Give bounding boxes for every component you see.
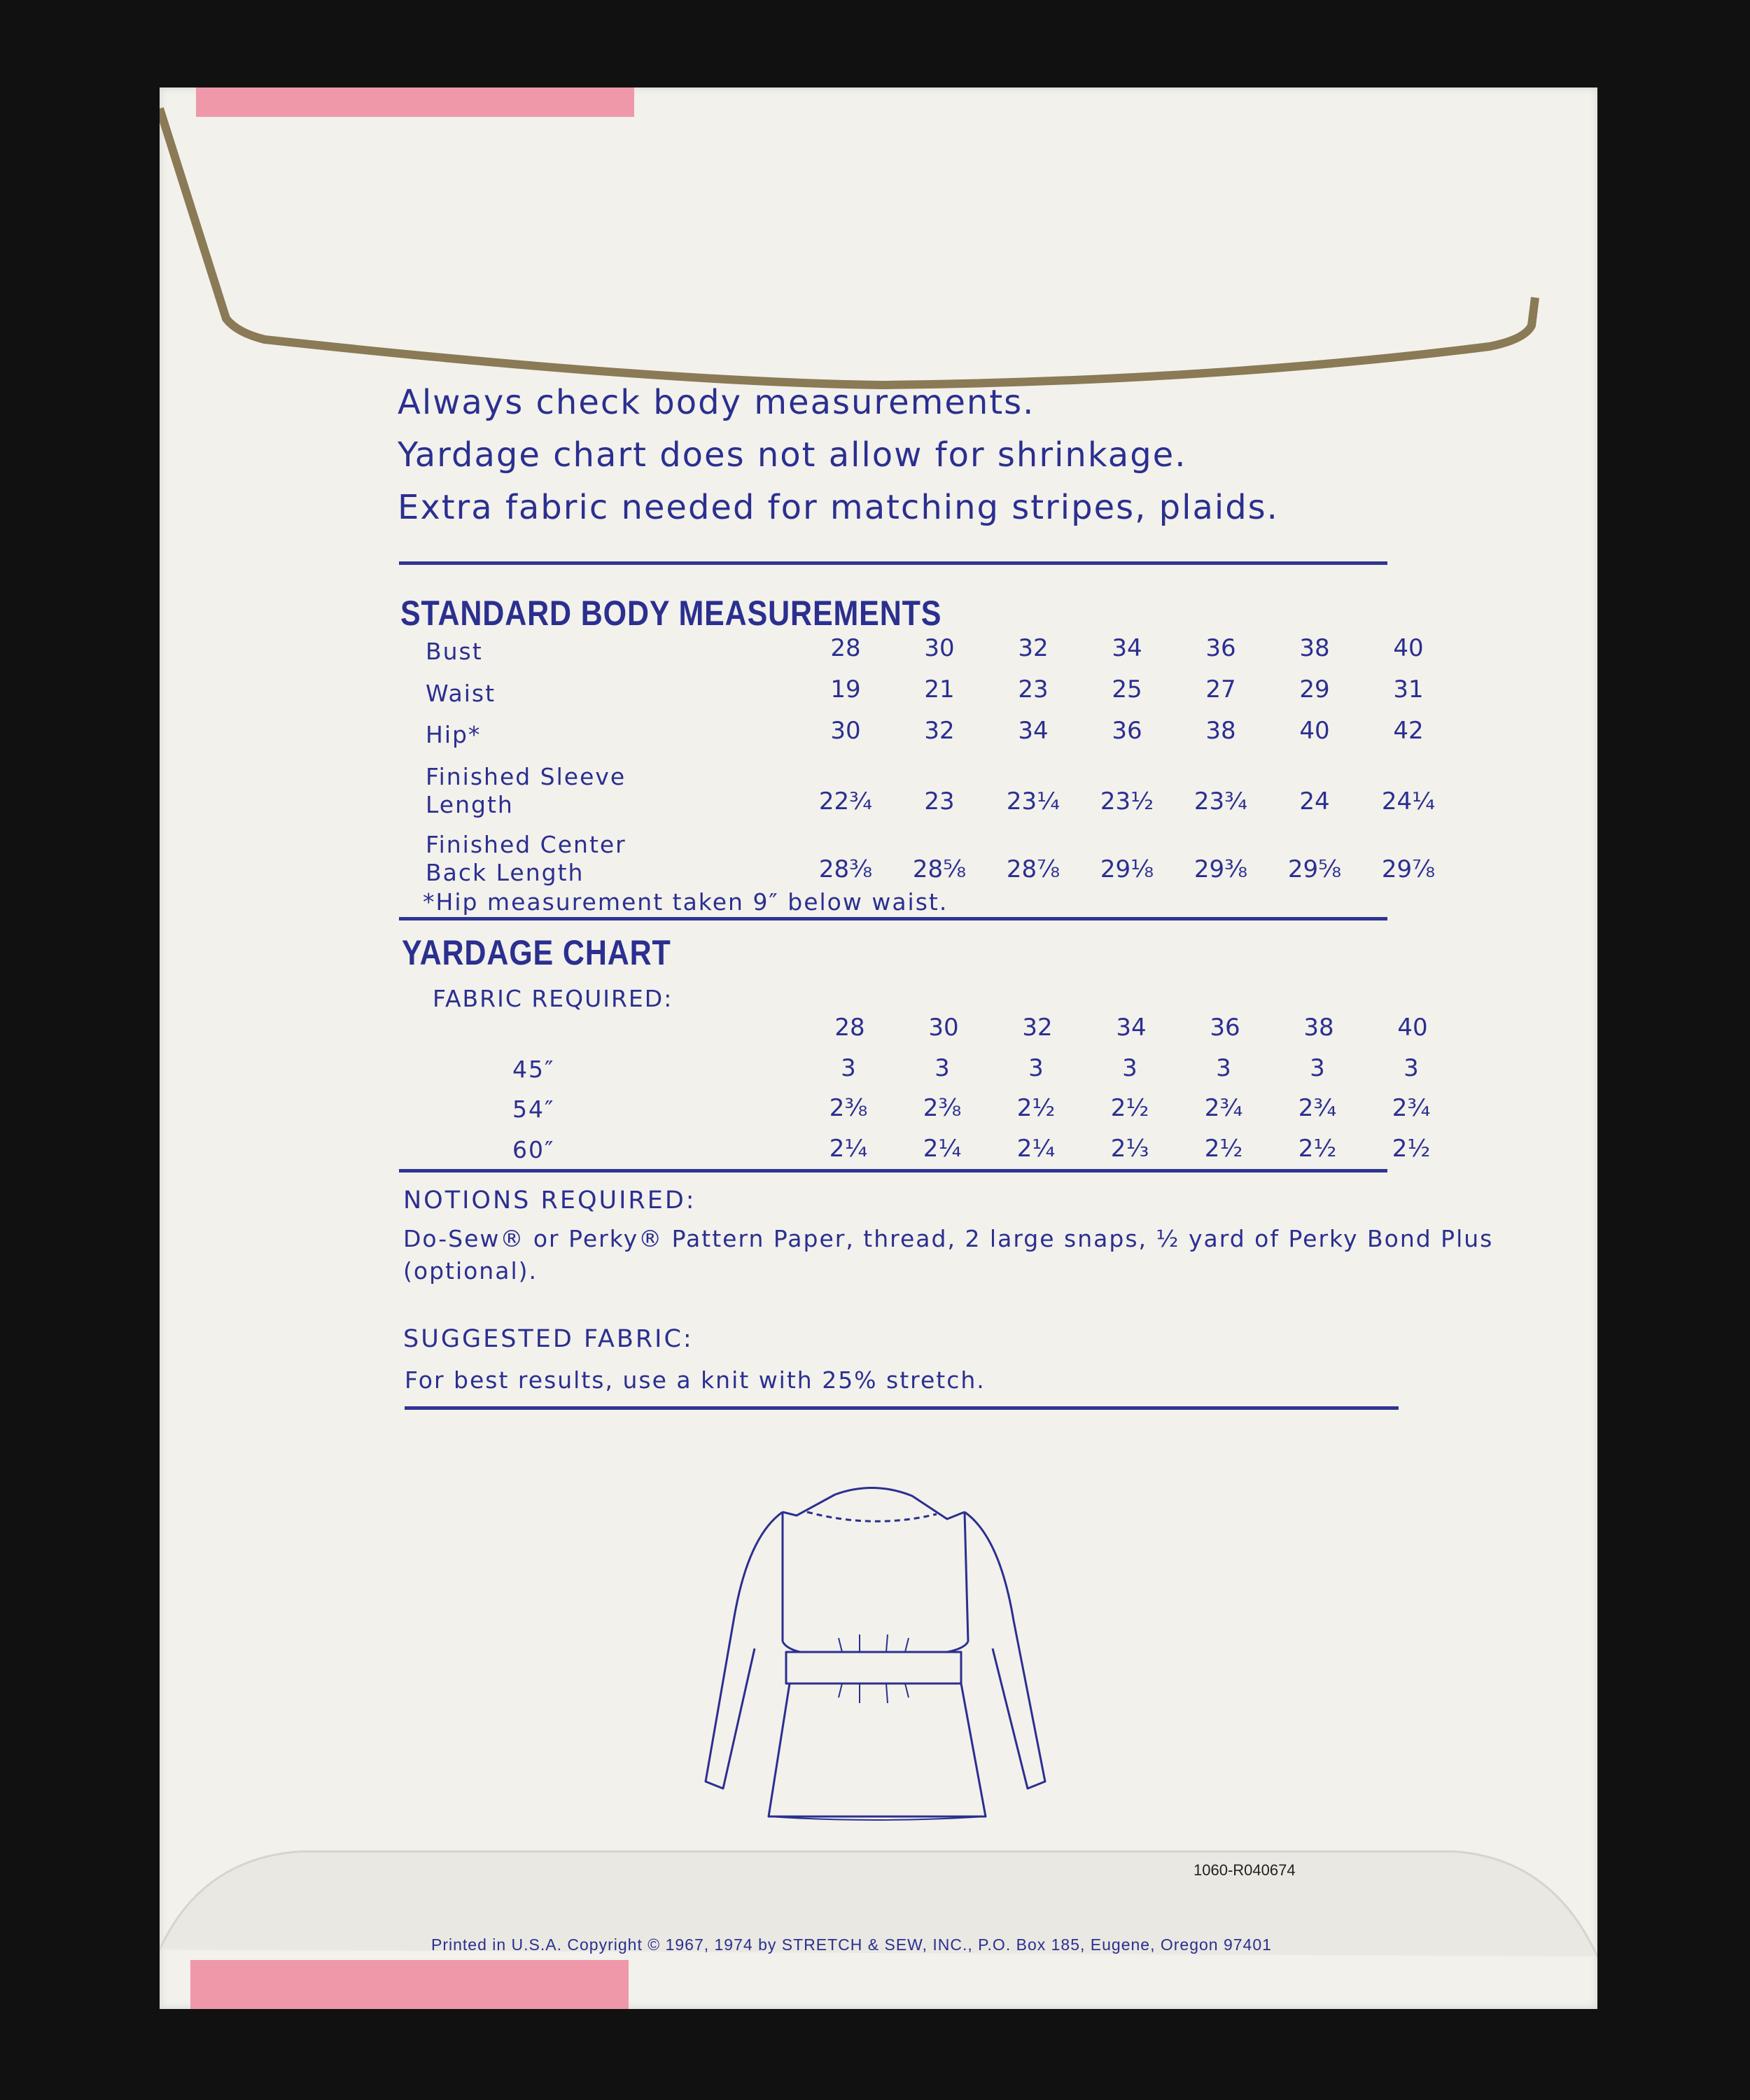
measurement-value: 28⅞: [1006, 855, 1060, 883]
measurement-value: 23: [1018, 676, 1049, 704]
measurement-value: 42: [1393, 717, 1424, 745]
yardage-value: 2¾: [1392, 1094, 1431, 1122]
yardage-size-header: 28: [834, 1014, 865, 1042]
divider: [405, 1406, 1399, 1410]
pink-tape-bottom: [190, 1960, 629, 2009]
yardage-value: 2½: [1110, 1094, 1149, 1122]
row-label-hip: Hip*: [426, 721, 482, 748]
yardage-value: 3: [1216, 1054, 1231, 1082]
suggested-fabric-text: For best results, use a knit with 25% stretch.: [405, 1366, 986, 1394]
pattern-code: 1060-R040674: [1194, 1861, 1296, 1879]
row-label-back-1: Finished Center: [426, 831, 626, 858]
yardage-value: 3: [934, 1054, 950, 1082]
measurement-value: 28⅜: [818, 855, 873, 883]
envelope-flap: [160, 88, 1597, 410]
measurement-value: 25: [1112, 676, 1142, 704]
row-label-sleeve-2: Length: [426, 791, 514, 818]
intro-line-1: Always check body measurements.: [398, 383, 1035, 422]
yardage-value: 2⅜: [829, 1094, 868, 1122]
yardage-value: 2½: [1204, 1135, 1243, 1163]
fabric-width-label: 45″: [512, 1056, 555, 1083]
yardage-value: 2½: [1016, 1094, 1056, 1122]
yardage-value: 3: [1122, 1054, 1138, 1082]
divider: [399, 561, 1387, 565]
yardage-size-header: 36: [1210, 1014, 1240, 1042]
measurement-value: 40: [1393, 634, 1424, 662]
notions-label: NOTIONS REQUIRED:: [403, 1186, 696, 1214]
hip-footnote: *Hip measurement taken 9″ below waist.: [423, 888, 948, 916]
measurement-value: 36: [1112, 717, 1142, 745]
measurement-value: 29: [1299, 676, 1330, 704]
fabric-width-label: 60″: [512, 1136, 555, 1163]
measurement-value: 22¾: [818, 788, 873, 816]
measurement-value: 38: [1205, 717, 1236, 745]
fabric-required-label: FABRIC REQUIRED:: [433, 985, 673, 1012]
measurement-value: 34: [1112, 634, 1142, 662]
measurement-value: 21: [924, 676, 955, 704]
measurement-value: 23: [924, 788, 955, 816]
suggested-fabric-label: SUGGESTED FABRIC:: [403, 1325, 694, 1353]
notions-text: [403, 1223, 1494, 1287]
measurement-value: 31: [1393, 676, 1424, 704]
row-label-back-2: Back Length: [426, 859, 584, 886]
measurement-value: 29⅛: [1100, 855, 1154, 883]
yardage-size-header: 40: [1397, 1014, 1428, 1042]
measurement-value: 23¾: [1194, 788, 1248, 816]
pattern-envelope: [160, 88, 1597, 2009]
body-measurements-title: STANDARD BODY MEASUREMENTS: [400, 594, 942, 633]
measurement-value: 28⅝: [912, 855, 967, 883]
yardage-title: YARDAGE CHART: [402, 933, 671, 972]
row-label-waist: Waist: [426, 680, 496, 707]
measurement-value: 29⅞: [1381, 855, 1436, 883]
notions-line-2: (optional).: [403, 1257, 538, 1284]
measurement-value: 36: [1205, 634, 1236, 662]
intro-line-2: Yardage chart does not allow for shrinkage.: [398, 435, 1187, 475]
measurement-value: 23½: [1100, 788, 1154, 816]
yardage-value: 3: [841, 1054, 856, 1082]
measurement-value: 27: [1205, 676, 1236, 704]
yardage-value: 2¾: [1204, 1094, 1243, 1122]
measurement-value: 19: [830, 676, 861, 704]
yardage-value: 3: [1028, 1054, 1044, 1082]
yardage-size-header: 34: [1116, 1014, 1147, 1042]
measurement-value: 29⅝: [1287, 855, 1342, 883]
divider: [399, 917, 1387, 920]
fabric-width-label: 54″: [512, 1096, 555, 1123]
yardage-value: 2½: [1298, 1135, 1337, 1163]
jacket-back-illustration: [664, 1480, 1084, 1872]
measurement-value: 24¼: [1381, 788, 1436, 816]
measurement-value: 30: [924, 634, 955, 662]
yardage-value: 2¼: [829, 1135, 868, 1163]
divider: [399, 1169, 1387, 1172]
yardage-size-header: 30: [928, 1014, 959, 1042]
measurement-value: 30: [830, 717, 861, 745]
measurement-value: 32: [1018, 634, 1049, 662]
yardage-value: 2⅓: [1110, 1135, 1149, 1163]
row-label-bust: Bust: [426, 638, 483, 665]
yardage-size-header: 38: [1303, 1014, 1334, 1042]
measurement-value: 34: [1018, 717, 1049, 745]
measurement-value: 38: [1299, 634, 1330, 662]
yardage-value: 3: [1310, 1054, 1325, 1082]
measurement-value: 32: [924, 717, 955, 745]
yardage-value: 2¼: [923, 1135, 962, 1163]
measurement-value: 40: [1299, 717, 1330, 745]
yardage-value: 2¼: [1016, 1135, 1056, 1163]
measurement-value: 23¼: [1006, 788, 1060, 816]
measurement-value: 29⅜: [1194, 855, 1248, 883]
measurement-value: 28: [830, 634, 861, 662]
notions-line-1: Do-Sew® or Perky® Pattern Paper, thread, 2 large snaps, ½ yard of Perky Bond Plus: [403, 1225, 1494, 1252]
measurement-value: 24: [1299, 788, 1330, 816]
intro-line-3: Extra fabric needed for matching stripes, plaids.: [398, 488, 1279, 527]
yardage-value: 3: [1404, 1054, 1419, 1082]
yardage-value: 2¾: [1298, 1094, 1337, 1122]
copyright-line: Printed in U.S.A. Copyright © 1967, 1974 by STRETCH & SEW, INC., P.O. Box 185, Eugene, Oregon 97401: [431, 1935, 1272, 1954]
row-label-sleeve-1: Finished Sleeve: [426, 763, 626, 790]
yardage-value: 2⅜: [923, 1094, 962, 1122]
yardage-value: 2½: [1392, 1135, 1431, 1163]
yardage-size-header: 32: [1022, 1014, 1053, 1042]
